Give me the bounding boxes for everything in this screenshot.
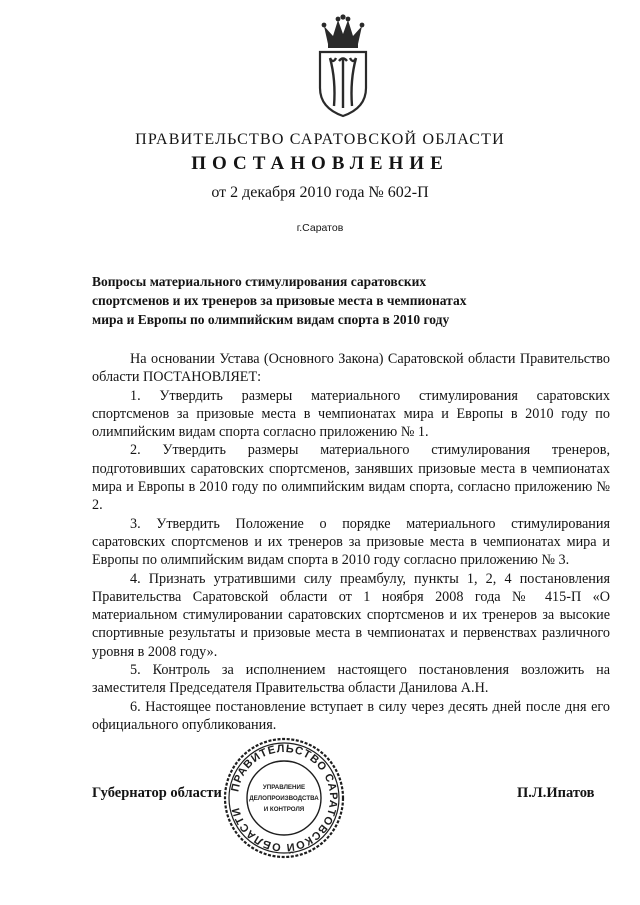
preamble-paragraph: На основании Устава (Основного Закона) Саратовской области Правительство области ПОСТАНОВЛЯЕТ: [92,351,610,386]
stamp-inner-line: ДЕЛОПРОИЗВОДСТВА [249,795,319,802]
clause-4-paragraph: 4. Признать утратившими силу преамбулу, пункты 1, 2, 4 постановления Правительства Саратовской области от 1 ноября 2008 года № 415-П «О материальном стимулировании саратовских спортсменов и их тренеров за высокие спортивные результаты и призовые места в чемпионатах и первенствах различного уровня в 2008 году». [92,570,610,660]
title-line: спортсменов и их тренеров за призовые места в чемпионатах [92,293,467,308]
signatory-name: П.Л.Ипатов [517,785,595,801]
government-name: ПРАВИТЕЛЬСТВО САРАТОВСКОЙ ОБЛАСТИ [135,131,505,148]
clause-5-paragraph: 5. Контроль за исполнением настоящего постановления возложить на заместителя Председателя Правительства области Данилова А.Н. [92,662,610,697]
clause-6-paragraph: 6. Настоящее постановление вступает в силу через десять дней после дня его официального опубликования. [92,698,610,733]
stamp-outer-text: ПРАВИТЕЛЬСТВО САРАТОВСКОЙ ОБЛАСТИ [229,742,340,854]
document-date-number: от 2 декабря 2010 года № 602-П [211,184,429,201]
document-type: ПОСТАНОВЛЕНИЕ [191,153,449,174]
official-stamp [222,736,346,860]
coat-of-arms-emblem [314,14,372,118]
signatory-title: Губернатор области [92,785,222,801]
title-line: мира и Европы по олимпийским видам спорта в 2010 году [92,312,450,327]
document-body [92,350,610,734]
stamp-inner-line: УПРАВЛЕНИЕ [262,784,306,791]
clause-1-paragraph: 1. Утвердить размеры материального стимулирования саратовских спортсменов за призовые места в чемпионатах мира и Европы в 2010 году по олимпийским видам спорта согласно приложению № 1. [92,387,610,441]
title-line: Вопросы материального стимулирования саратовских [92,274,427,289]
coat-of-arms-icon [314,14,372,118]
stamp-inner-line: И КОНТРОЛЯ [263,806,305,813]
clause-3-paragraph: 3. Утвердить Положение о порядке материального стимулирования саратовских спортсменов и их тренеров за призовые места в чемпионатах мира и Европы по олимпийским видам спорта в 2010 году согласно приложению № 3. [92,515,610,569]
stamp-seal-icon [222,736,346,860]
clause-2-paragraph: 2. Утвердить размеры материального стимулирования тренеров, подготовивших саратовских спортсменов, занявших призовые места в чемпионатах мира и Европы в 2010 году по олимпийским видам спорта, согласно приложению № 2. [92,442,610,514]
document-city: г.Саратов [296,222,344,234]
document-title [92,272,532,329]
